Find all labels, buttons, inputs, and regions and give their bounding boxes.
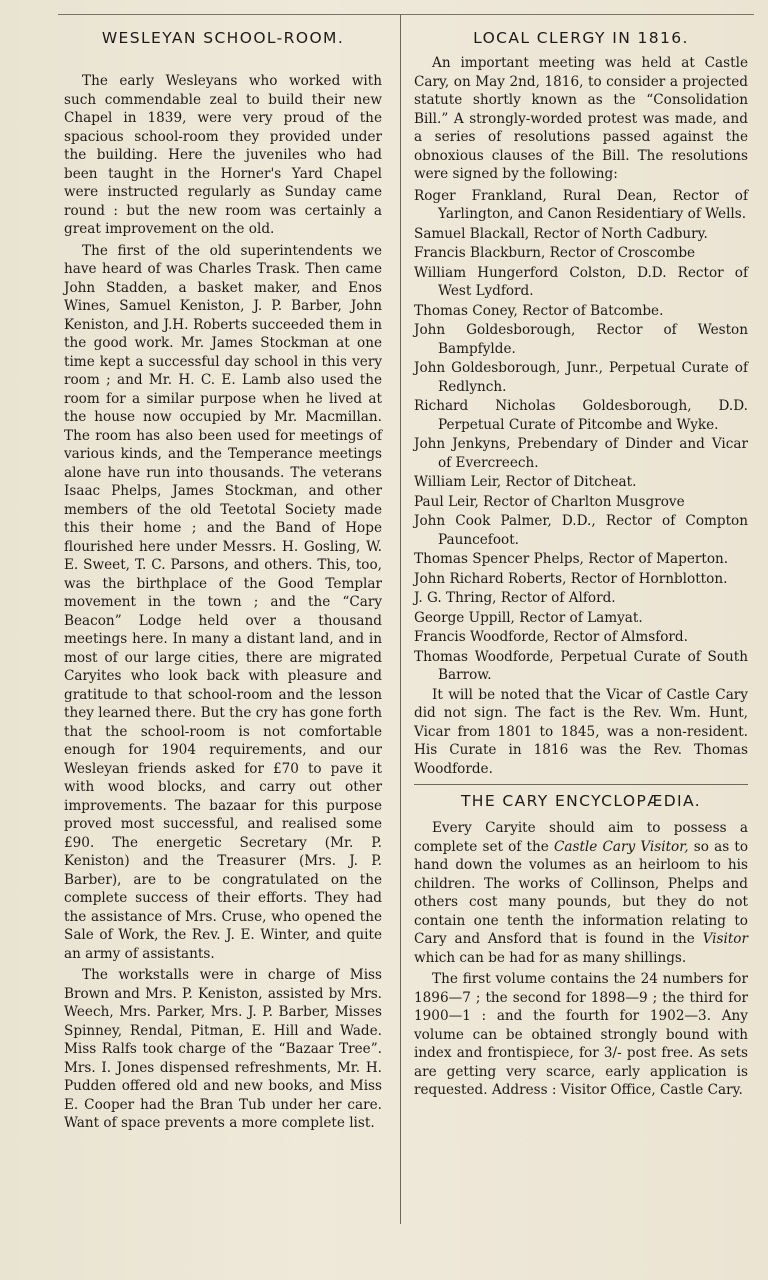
clergy-entry: William Hungerford Colston, D.D. Rector of West Lydford. <box>414 264 748 299</box>
clergy-entry: Francis Woodforde, Rector of Almsford. <box>414 629 688 645</box>
encyclopaedia-text-c: which can be had for as many shillings. <box>414 949 687 966</box>
clergy-entry: Francis Blackburn, Rector of Croscombe <box>414 245 696 261</box>
clergy-entry: George Uppill, Rector of Lamyat. <box>414 609 643 626</box>
wesleyan-paragraph-3: The workstalls were in charge of Miss Brown and Mrs. P. Keniston, assisted by Mrs. Weech, Mrs. Parker, Mrs. J. P. Barber, Misses Spinney, Rendal, Pitman, E. Hill and Wade. Miss Ralfs took charge of the “Bazaar Tree”. Mrs. I. Jones dispensed refreshments, Mr. H. Pudden offered old and new books, and Miss E. Cooper had the Bran Tub under her care. Want of space prevents a more complete list. <box>64 967 382 1131</box>
right-column <box>414 26 748 1103</box>
clergy-list <box>414 187 748 685</box>
clergy-title: LOCAL CLERGY IN 1816. <box>473 29 689 47</box>
clergy-entry: Thomas Spencer Phelps, Rector of Maperton. <box>414 551 729 567</box>
left-column <box>64 26 382 1136</box>
clergy-entry: William Leir, Rector of Ditcheat. <box>414 474 637 490</box>
encyclopaedia-paragraph-1 <box>414 819 748 967</box>
encyclopaedia-text-a: Every Caryite should aim to possess a complete set of the <box>414 820 748 855</box>
clergy-entry: John Goldesborough, Junr., Perpetual Curate of Redlynch. <box>414 360 748 395</box>
top-rule <box>58 14 754 15</box>
clergy-entry: Samuel Blackall, Rector of North Cadbury. <box>414 225 708 242</box>
wesleyan-title: WESLEYAN SCHOOL-ROOM. <box>101 29 345 47</box>
visitor-title-italic: Castle Cary Visitor, <box>553 838 689 855</box>
encyclopaedia-paragraph-2: The first volume contains the 24 numbers for 1896—7 ; the second for 1898—9 ; the third for 1900—1 : and the fourth for 1902—3. Any volume can be obtained strongly bound with index and frontispiece, for 3/- post free. As sets are getting very scarce, early application is requested. Address : Visitor Office, Castle Cary. <box>414 971 748 1098</box>
section-rule <box>414 784 748 785</box>
clergy-entry: Richard Nicholas Goldesborough, D.D. Perpetual Curate of Pitcombe and Wyke. <box>414 398 748 433</box>
wesleyan-paragraph-1: The early Wesleyans who worked with such commendable zeal to build their new Chapel in 1839, were very proud of the spacious school-room they provided under the building. Here the juveniles who had been taught in the Horner's Yard Chapel were instructed regularly as Sunday came round : but the new room was certainly a great improvement on the old. <box>64 73 382 237</box>
clergy-intro: An important meeting was held at Castle Cary, on May 2nd, 1816, to consider a projected statute shortly known as the “Consolidation Bill.” A strongly-worded protest was made, and a series of resolutions passed against the obnoxious clauses of the Bill. The resolutions were signed by the following: <box>414 55 748 182</box>
clergy-entry: Paul Leir, Rector of Charlton Musgrove <box>414 493 685 510</box>
wesleyan-paragraph-2: The first of the old superintendents we have heard of was Charles Trask. Then came John Stadden, a basket maker, and Enos Wines, Samuel Keniston, J. P. Barber, John Keniston, and J.H. Roberts succeeded them in the good work. Mr. James Stockman at one time kept a successful day school in this very room ; and Mr. H. C. E. Lamb also used the room for a similar purpose when he lived at the house now occupied by Mr. Macmillan. The room has also been used for meetings of various kinds, and the Temperance meetings alone have run into thousands. The veterans Isaac Phelps, James Stockman, and other members of the old Teetotal Society made this their home ; and the Band of Hope flourished here under Messrs. H. Gosling, W. E. Sweet, T. C. Parsons, and others. This, too, was the birthplace of the Good Templar movement in the town ; and the “Cary Beacon” Lodge held over a thousand meetings here. In many a distant land, and in most of our large cities, there are migrated Caryites who look back with pleasure and gratitude to that school-room and the lesson they learned there. But the cry has gone forth that the school-room is not comfortable enough for 1904 requirements, and our Wesleyan friends asked for £70 to pave it with wood blocks, and carry out other improvements. The bazaar for this purpose proved most successful, and realised some £90. The energetic Secretary (Mr. P. Keniston) and the Treasurer (Mrs. J. P. Barber), are to be congratulated on the complete success of their efforts. They had the assistance of Mrs. Cruse, who opened the Sale of Work, the Rev. J. E. Winter, and quite an army of assistants. <box>64 242 382 962</box>
clergy-entry: John Jenkyns, Prebendary of Dinder and Vicar of Evercreech. <box>414 436 748 471</box>
clergy-note: It will be noted that the Vicar of Castle Cary did not sign. The fact is the Rev. Wm. Hunt, Vicar from 1801 to 1845, was a non-resident. His Curate in 1816 was the Rev. Thomas Woodforde. <box>414 686 748 777</box>
clergy-entry: Roger Frankland, Rural Dean, Rector of Yarlington, and Canon Residentiary of Wells. <box>414 187 748 222</box>
clergy-entry: John Cook Palmer, D.D., Rector of Compton Pauncefoot. <box>414 513 748 548</box>
encyclopaedia-text-b: so as to hand down the volumes as an heirloom to his children. The works of Collinson, Phelps and others cost many pounds, but they do not contain one tenth the information relating to Cary and Ansford that is found in the <box>414 838 748 947</box>
encyclopaedia-title: THE CARY ENCYCLOPÆDIA. <box>460 792 702 810</box>
clergy-entry: John Goldesborough, Rector of Weston Bampfylde. <box>414 322 748 357</box>
visitor-italic: Visitor <box>702 931 748 947</box>
clergy-entry: J. G. Thring, Rector of Alford. <box>414 590 616 606</box>
clergy-entry: Thomas Coney, Rector of Batcombe. <box>414 302 664 319</box>
clergy-entry: Thomas Woodforde, Perpetual Curate of South Barrow. <box>414 648 748 683</box>
clergy-entry: John Richard Roberts, Rector of Hornblotton. <box>414 570 728 587</box>
column-divider <box>400 14 401 1224</box>
